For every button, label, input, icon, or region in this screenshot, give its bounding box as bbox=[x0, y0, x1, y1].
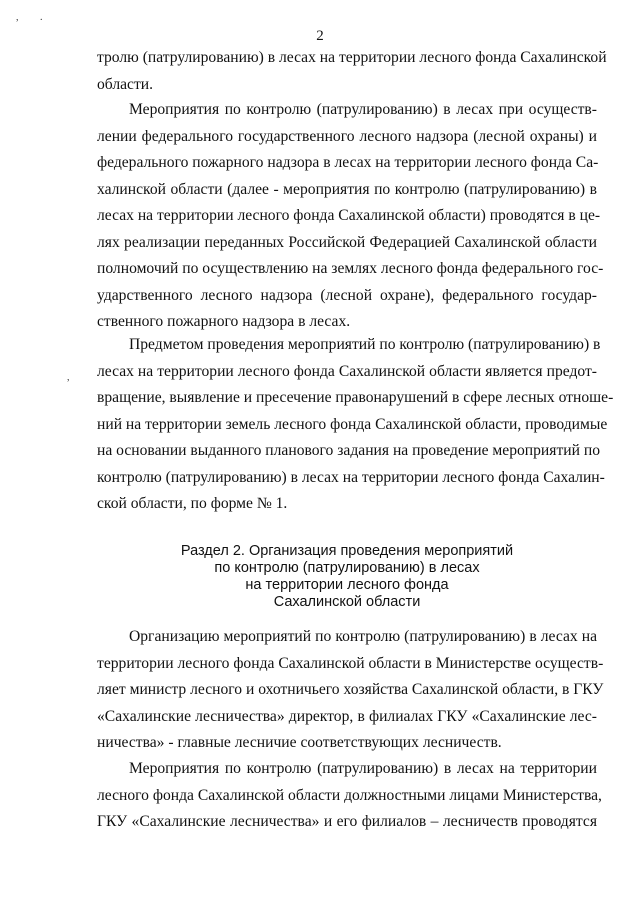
text-line: лении федерального государственного лесного надзора (лесной охраны) и bbox=[97, 127, 597, 145]
text-line: Организацию мероприятий по контролю (патрулированию) в лесах на bbox=[129, 628, 597, 645]
paragraph-continuation bbox=[97, 45, 607, 98]
text-line: ударственного лесного надзора (лесной охране), федерального государ- bbox=[97, 286, 597, 304]
text-line: ГКУ «Сахалинские лесничества» и его филиалов – лесничеств проводятся bbox=[97, 813, 597, 830]
text-line: контролю (патрулированию) в лесах на территории лесного фонда Сахалин- bbox=[97, 468, 605, 486]
text-line: федерального пожарного надзора в лесах на территории лесного фонда Са- bbox=[97, 154, 599, 171]
text-line: лесах на территории лесного фонда Сахалинской области) проводятся в це- bbox=[97, 207, 601, 224]
heading-line: на территории лесного фонда bbox=[245, 577, 449, 593]
text-line: территории лесного фонда Сахалинской области в Министерстве осуществ- bbox=[97, 654, 604, 672]
text-line: халинской области (далее - мероприятия по контролю (патрулированию) в bbox=[97, 180, 597, 198]
text-line: вращение, выявление и пресечение правонарушений в сфере лесных отноше- bbox=[97, 389, 614, 406]
heading-line: Сахалинской области bbox=[273, 594, 421, 610]
text-line: лях реализации переданных Российской Федерацией Сахалинской области bbox=[97, 233, 597, 251]
text-line: Мероприятия по контролю (патрулированию) в лесах при осуществ- bbox=[129, 101, 597, 118]
paragraph-subject bbox=[97, 332, 614, 518]
text-line: ляет министр лесного и охотничьего хозяйства Сахалинской области, в ГКУ bbox=[97, 681, 604, 698]
heading-line: Раздел 2. Организация проведения мероприятий bbox=[180, 543, 514, 559]
scan-mark: , bbox=[67, 372, 70, 383]
text-line: ничества» - главные лесничие соответствующих лесничеств. bbox=[97, 734, 502, 751]
text-line: ской области, по форме № 1. bbox=[97, 495, 288, 512]
text-line: ний на территории земель лесного фонда Сахалинской области, проводимые bbox=[97, 415, 608, 433]
text-line: Мероприятия по контролю (патрулированию) в лесах на территории bbox=[129, 760, 597, 777]
heading-line: по контролю (патрулированию) в лесах bbox=[214, 560, 480, 576]
section-heading bbox=[97, 543, 597, 611]
text-line: полномочий по осуществлению на землях лесного фонда федерального гос- bbox=[97, 260, 604, 277]
text-line: области. bbox=[97, 75, 154, 93]
text-line: Предметом проведения мероприятий по контролю (патрулированию) в bbox=[129, 336, 601, 353]
paragraph-organization bbox=[97, 624, 604, 757]
scan-mark: , bbox=[16, 12, 19, 23]
text-line: лесного фонда Сахалинской области должностными лицами Министерства, bbox=[97, 786, 602, 804]
text-line: тролю (патрулированию) в лесах на территории лесного фонда Сахалинской bbox=[97, 49, 607, 66]
text-line: на основании выданного планового задания на проведение мероприятий по bbox=[97, 442, 600, 459]
paragraph-conduct bbox=[97, 756, 602, 836]
scan-mark: . bbox=[40, 12, 43, 23]
page-number: 2 bbox=[316, 28, 324, 44]
text-line: ственного пожарного надзора в лесах. bbox=[97, 313, 351, 330]
text-line: лесах на территории лесного фонда Сахалинской области является предот- bbox=[97, 362, 597, 380]
paragraph-patrol-measures bbox=[97, 97, 604, 336]
text-line: «Сахалинские лесничества» директор, в филиалах ГКУ «Сахалинские лес- bbox=[97, 707, 597, 725]
